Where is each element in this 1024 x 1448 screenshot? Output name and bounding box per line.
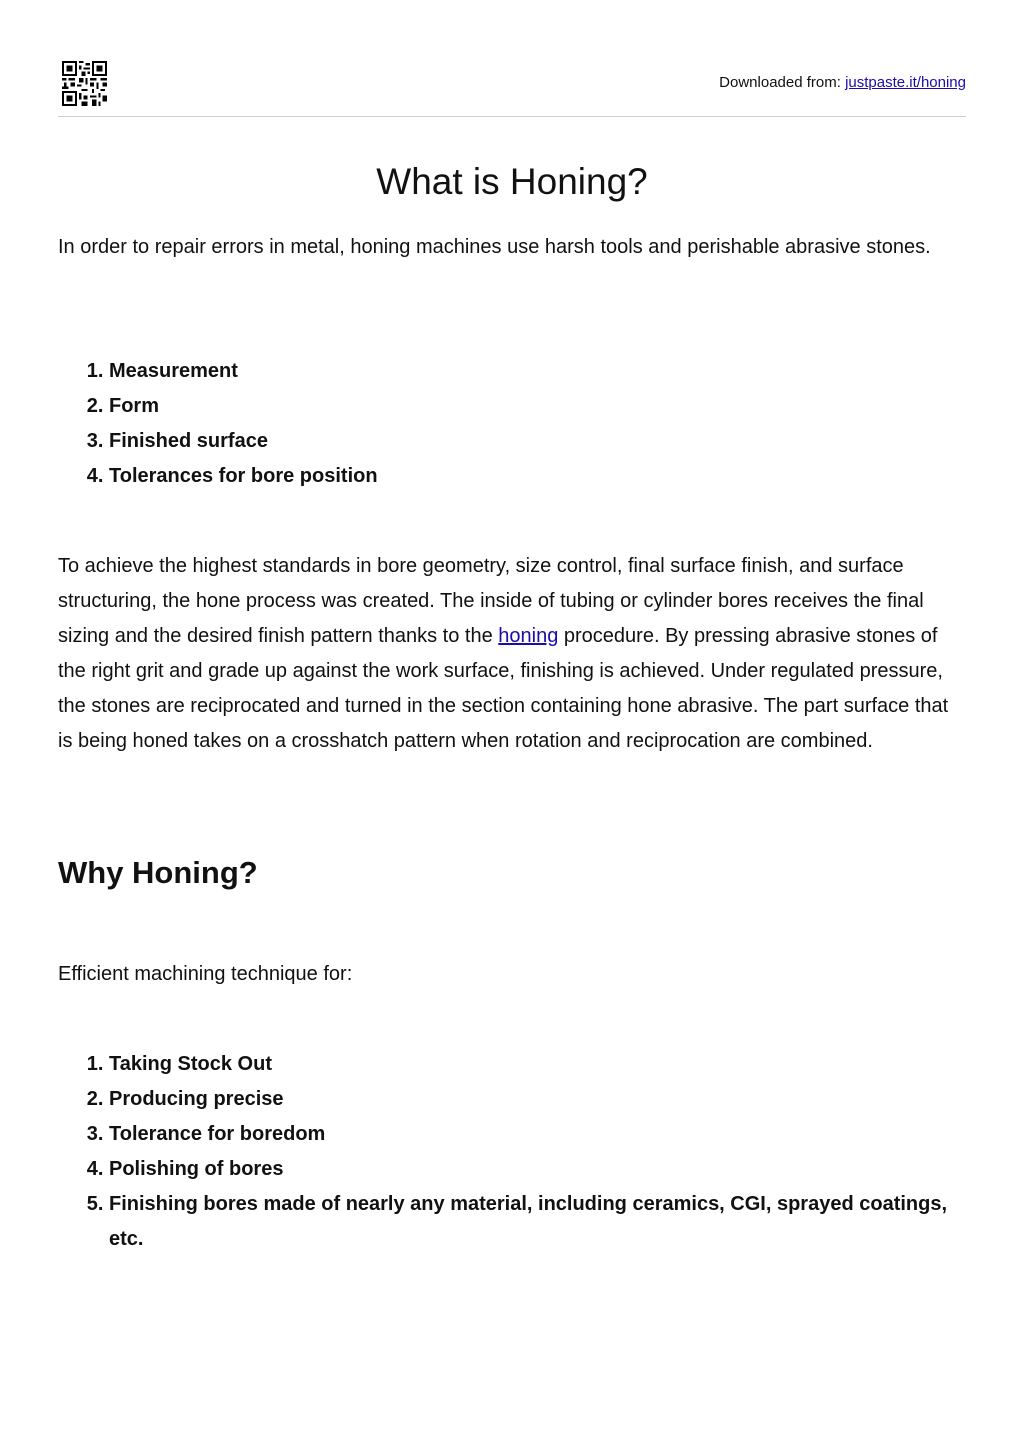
list-item: 3. Finished surface — [109, 424, 966, 459]
page-title: What is Honing? — [376, 161, 648, 202]
section-lead: Efficient machining technique for: — [58, 963, 353, 985]
honing-link[interactable]: honing — [498, 625, 559, 647]
intro-paragraph: In order to repair errors in metal, honing machines use harsh tools and perishable abrasive stones. — [58, 236, 931, 258]
page-header — [58, 0, 966, 117]
source-link[interactable]: justpaste.it/honing — [845, 74, 966, 91]
benefits-list — [58, 1047, 966, 1257]
list-item: 5. Finishing bores made of nearly any material, including ceramics, CGI, sprayed coatings, etc. — [109, 1187, 966, 1257]
factors-list — [58, 354, 966, 494]
paragraph-text: To achieve the highest standards in bore geometry, size control, final surface finish, and surface structuring, the hone process was created. The inside of tubing or cylinder bores receives the final sizing and the desired finish pattern thanks to the — [58, 555, 924, 647]
list-item: 4. Polishing of bores — [109, 1152, 966, 1187]
section-heading: Why Honing? — [58, 855, 258, 890]
list-item: 3. Tolerance for boredom — [109, 1117, 966, 1152]
paragraph-text: procedure. By pressing abrasive stones of the right grit and grade up against the work surface, finishing is achieved. Under regulated pressure, the stones are reciprocated and turned in the section containing hone abrasive. The part surface that is being honed takes on a crosshatch pattern when rotation and reciprocation are combined. — [58, 625, 949, 752]
list-item: 2. Producing precise — [109, 1082, 966, 1117]
downloaded-from — [719, 74, 966, 91]
downloaded-prefix: Downloaded from: — [719, 74, 846, 91]
list-item: 1. Measurement — [109, 354, 966, 389]
list-item: 1. Taking Stock Out — [109, 1047, 966, 1082]
document-page — [58, 0, 966, 1250]
process-paragraph — [58, 549, 966, 759]
qr-code-icon — [62, 61, 107, 106]
list-item: 2. Form — [109, 389, 966, 424]
list-item: 4. Tolerances for bore position — [109, 459, 966, 494]
